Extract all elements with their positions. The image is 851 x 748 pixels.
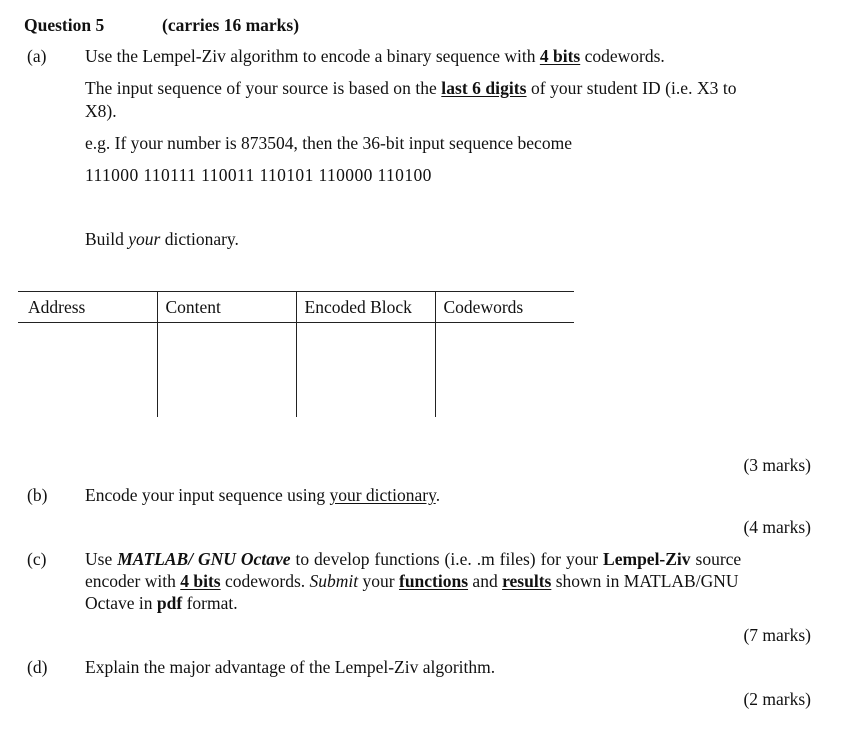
part-c-t4: Lempel-Ziv — [603, 549, 691, 569]
part-a-example: e.g. If your number is 873504, then the 36-bit input sequence become — [85, 133, 572, 153]
question-title: Question 5 — [24, 15, 105, 35]
part-c-marks: (7 marks) — [743, 625, 811, 645]
part-c-t8: codewords. — [220, 571, 310, 591]
part-a-line2-post: of your student ID (i.e. X3 to — [526, 78, 737, 98]
part-c-t12: and — [468, 571, 503, 591]
part-a-line1 — [85, 46, 665, 67]
part-c-t10: your — [358, 571, 399, 591]
part-c-t3: to develop functions (i.e. .m files) for your — [290, 549, 604, 569]
header-codewords: Codewords — [435, 292, 574, 323]
part-a-line2 — [85, 78, 737, 99]
part-c-t5: source — [690, 549, 742, 569]
part-c-t11: functions — [399, 571, 469, 591]
part-c-line3 — [85, 593, 238, 614]
part-a-line1-bold: 4 bits — [539, 46, 581, 66]
part-b-text — [85, 485, 440, 506]
part-b-text-pre: Encode your input sequence using — [85, 485, 330, 505]
part-a-line2-bold: last 6 digits — [441, 78, 527, 98]
part-a-build-post: dictionary. — [160, 229, 239, 249]
part-a-marks: (3 marks) — [743, 455, 811, 475]
part-c-t7: 4 bits — [180, 571, 221, 591]
part-b-text-post: . — [435, 485, 441, 505]
part-c-t1: Use — [85, 549, 118, 569]
cell-codewords — [435, 323, 574, 418]
table-row — [18, 323, 574, 418]
part-a-build-pre: Build — [85, 229, 129, 249]
part-c-t9: Submit — [309, 571, 359, 591]
part-b-label: (b) — [27, 485, 48, 505]
part-c-t6: encoder with — [85, 571, 181, 591]
part-c-t15: Octave in — [85, 593, 157, 613]
part-c-t2: MATLAB/ GNU Octave — [117, 549, 291, 569]
part-b-marks: (4 marks) — [743, 517, 811, 537]
part-d-text: Explain the major advantage of the Lempel-Ziv algorithm. — [85, 657, 496, 677]
cell-encoded-block — [296, 323, 435, 418]
part-c-label: (c) — [27, 549, 47, 569]
header-encoded-block: Encoded Block — [296, 292, 435, 323]
part-c-line1 — [85, 549, 741, 570]
dictionary-table — [18, 291, 574, 417]
part-c-t14: shown in MATLAB/GNU — [551, 571, 739, 591]
header-content: Content — [157, 292, 296, 323]
part-a-sequence: 111000 110111 110011 110101 110000 110100 — [85, 165, 432, 185]
part-a-line3: X8). — [85, 101, 117, 121]
part-c-t13: results — [502, 571, 552, 591]
header-address: Address — [18, 292, 157, 323]
part-d-label: (d) — [27, 657, 48, 677]
part-c-line2 — [85, 571, 739, 592]
part-d-marks: (2 marks) — [743, 689, 811, 709]
part-a-build — [85, 229, 239, 250]
cell-address — [18, 323, 157, 418]
part-a-line1-post: codewords. — [580, 46, 665, 66]
part-a-label: (a) — [27, 46, 47, 66]
part-c-t17: format. — [182, 593, 238, 613]
question-marks-note: (carries 16 marks) — [162, 15, 300, 35]
part-a-line2-pre: The input sequence of your source is based on the — [85, 78, 442, 98]
cell-content — [157, 323, 296, 418]
table-header-row — [18, 292, 574, 323]
part-a-build-italic: your — [128, 229, 161, 249]
part-b-text-underlined: your dictionary — [329, 485, 436, 505]
part-c-t16: pdf — [156, 593, 183, 613]
part-a-line1-pre: Use the Lempel-Ziv algorithm to encode a binary sequence with — [85, 46, 540, 66]
